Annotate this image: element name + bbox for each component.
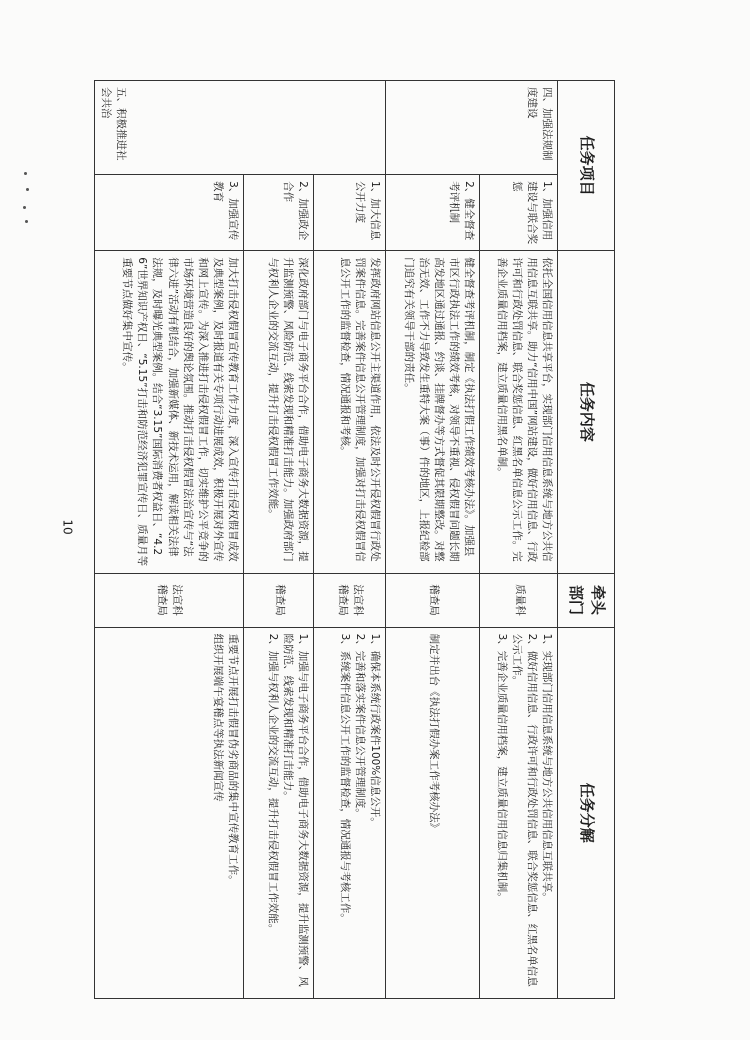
item-cell: 五、积极推进社会共治 bbox=[95, 81, 387, 175]
subitem-cell: 1、加强信用建设与联合奖惩 bbox=[480, 175, 558, 251]
dept-cell: 质量科 bbox=[480, 573, 558, 627]
task-table bbox=[94, 80, 615, 999]
content-cell: 加大打击侵权假冒宣传教育工作力度，深入宣传打击侵权假冒成效及典型案例，及时报道有关专项行动进展成效，积极开展对外宣传和网上宣传。为深入推进打击侵权假冒工作，切实维护公平竞争的市场环境营造良好的舆论氛围。推动打击侵权假冒法治宣传与“法律六进”活动有机结合，加强新媒体、新技术运用，解读相关法律法规，及时曝光典型案例。结合“3.15”国际消费者权益日、“4.26”世界知识产权日、“5.15”打击和防范经济犯罪宣传日、质量月等重要节点做好集中宣传。 bbox=[95, 251, 245, 573]
item-cell: 四、加强法规制度建设 bbox=[386, 81, 558, 175]
content-cell: 发挥政府网站信息公开主渠道作用，依法及时公开侵权假冒行政处罚案件信息。完善案件信息公开管理制度，加强对打击侵权假冒信息公开工作的监督检查，情况通报和考核。 bbox=[314, 251, 386, 573]
content-cell: 深化政府部门与电子商务平台合作，借助电子商务大数据资源，提升监测预警、风险防范、线索发现和精准打击能力。加强政府部门与权利人企业的交流互动，提升打击侵权假冒工作效能。 bbox=[244, 251, 314, 573]
page-number: 10 bbox=[60, 519, 75, 535]
header-task-content: 任务内容 bbox=[558, 251, 615, 573]
rotated-table-container bbox=[94, 80, 615, 999]
subitem-cell: 1、加大信息公开力度 bbox=[314, 175, 386, 251]
subitem-cell: 2、健全督查考评机制 bbox=[386, 175, 480, 251]
table-row bbox=[480, 81, 558, 999]
dept-cell: 稽查局 bbox=[386, 573, 480, 627]
content-cell: 健全督查考评机制，制定《执法打假工作绩效考核办法》。加强县市区行政执法工作的绩效考核，对领导不重视、侵权假冒问题长期高发地区通过通报、约谈、挂牌督办等方式督促其限期整改。对整治无效、工作不力导致发生重特大案（事）件的地区，上报纪检部门追究有关领导干部的责任。 bbox=[386, 251, 480, 573]
table-row bbox=[314, 81, 386, 999]
header-task-breakdown: 任务分解 bbox=[558, 627, 615, 998]
task-cell: 重要节点开展打击假冒伪劣商品的集中宣传教育工作。 组织开展端午宴稽点等执法新闻宣传 bbox=[95, 627, 245, 998]
scan-speckles bbox=[22, 168, 52, 228]
task-cell: 1、实现部门信用信息系统与地方公共信用信息互联共享。 2、做好信用信息、行政许可和行政处罚信息、联合奖惩信息、红黑名单信息公示工作。 3、完善企业质量信用档案，建立质量信用信息归集机制。 bbox=[480, 627, 558, 998]
task-cell: 1、加强与电子商务平台合作，借助电子商务大数据资源，提升监测预警、风险防范、线索发现和精准打击能力。 2、加强与权利人企业的交流互动，提升打击侵权假冒工作效能。 bbox=[244, 627, 314, 998]
subitem-cell: 3、加强宣传教育 bbox=[95, 175, 245, 251]
header-task-item: 任务项目 bbox=[558, 81, 615, 251]
subitem-cell: 2、加强政企合作 bbox=[244, 175, 314, 251]
dept-cell: 稽查局 bbox=[244, 573, 314, 627]
table-row bbox=[244, 81, 314, 999]
document-sheet bbox=[94, 80, 615, 999]
table-header-row bbox=[558, 81, 615, 999]
dept-cell: 法宣科 稽查局 bbox=[95, 573, 245, 627]
task-cell: 1、确保本系统行政案件100%信息公开。 2、完善和落实案件信息公开管理制度。 3、系统案件信息公开工作的监督检查，情况通报与考核工作。 bbox=[314, 627, 386, 998]
table-row bbox=[386, 81, 480, 999]
header-lead-dept: 牵头部门 bbox=[558, 573, 615, 627]
task-cell: 制定并出台《执法打假办案工作考核办法》 bbox=[386, 627, 480, 998]
dept-cell: 法宣科 稽查局 bbox=[314, 573, 386, 627]
table-row bbox=[95, 81, 245, 999]
content-cell: 依托全国信用信息共享平台，实现部门信用信息系统与地方公共信用信息互联共享。助力“信用中国”网站建设，做好信用信息、行政许可和行政处罚信息、联合奖惩信息、红黑名单信息公示工作。完善企业质量信用档案，建立质量信用黑名单制。 bbox=[480, 251, 558, 573]
